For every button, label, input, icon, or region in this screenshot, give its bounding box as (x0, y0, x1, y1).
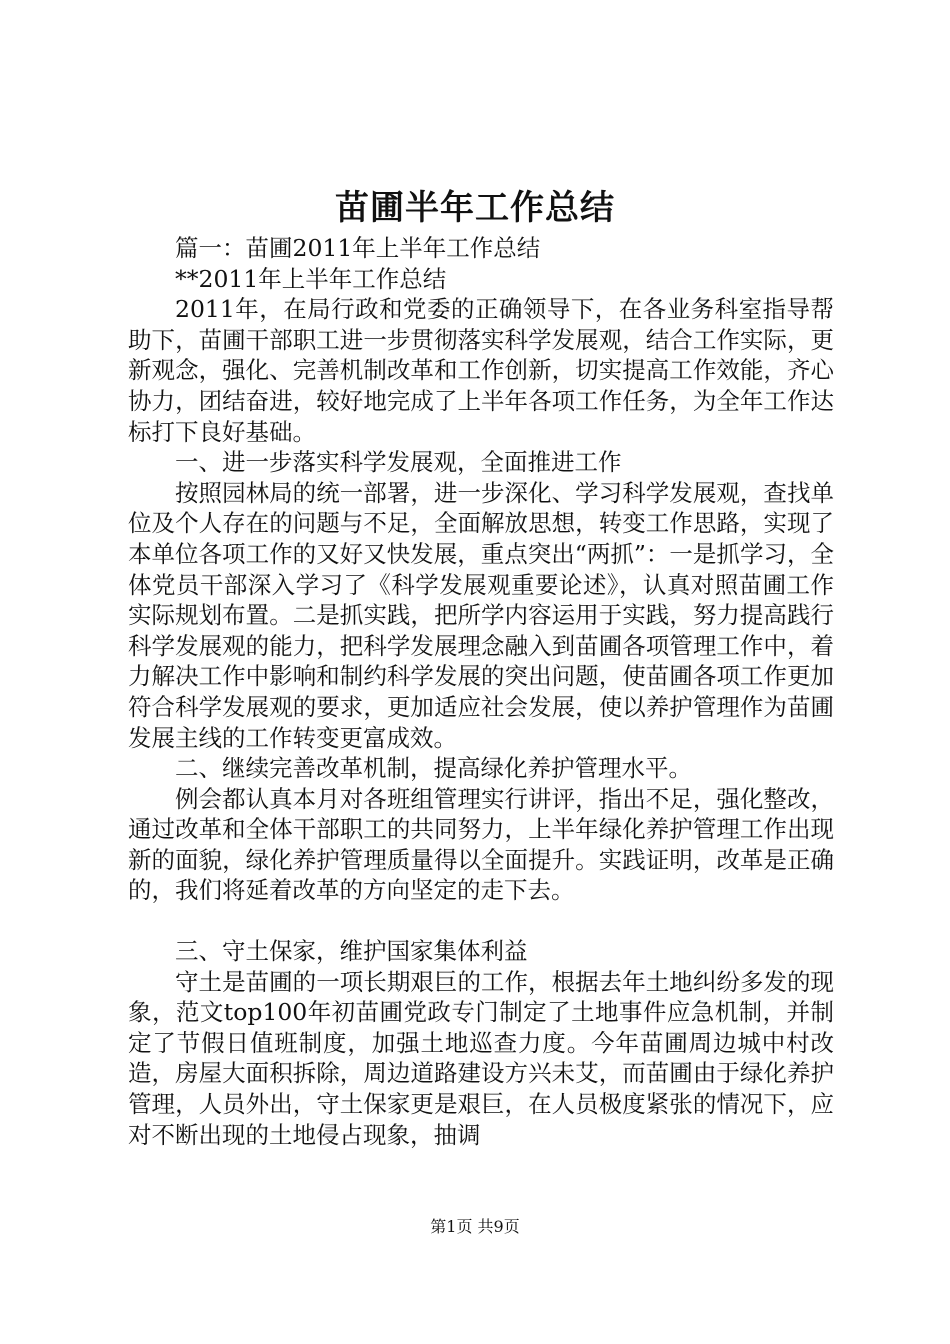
paragraph-section-1: 按照园林局的统一部署，进一步深化、学习科学发展观，查找单位及个人存在的问题与不足，全面解放思想，转变工作思路，实现了本单位各项工作的又好又快发展，重点突出“两抓”：一是抓学习，全体党员干部深入学习了《科学发展观重要论述》，认真对照苗圃工作实际规划布置。二是抓实践，把所学内容运用于实践，努力提高践行科学发展观的能力，把科学发展理念融入到苗圃各项管理工作中，着力解决工作中影响和制约科学发展的突出问题，使苗圃各项工作更加符合科学发展观的要求，更加适应社会发展，使以养护管理作为苗圃发展主线的工作转变更富成效。 (128, 478, 834, 752)
document-title: 苗圃半年工作总结 (335, 188, 615, 228)
paragraph-section-3: 守土是苗圃的一项长期艰巨的工作，根据去年土地纠纷多发的现象，范文top100年初苗圃党政专门制定了土地事件应急机制，并制定了节假日值班制度，加强土地巡查力度。今年苗圃周边城中村改造，房屋大面积拆除，周边道路建设方兴未艾，而苗圃由于绿化养护管理，人员外出，守土保家更是艰巨，在人员极度紧张的情况下，应对不断出现的土地侵占现象，抽调 (128, 967, 834, 1149)
section-heading-2: 二、继续完善改革机制，提高绿化养护管理水平。 (175, 754, 692, 783)
document-body (128, 233, 834, 1150)
section-heading-3: 三、守土保家，维护国家集体利益 (175, 937, 528, 966)
paragraph-section-2: 例会都认真本月对各班组管理实行讲评，指出不足，强化整改，通过改革和全体干部职工的共同努力，上半年绿化养护管理工作出现新的面貌，绿化养护管理质量得以全面提升。实践证明，改革是正确的，我们将延着改革的方向坚定的走下去。 (128, 784, 834, 905)
paragraph-intro: 2011年，在局行政和党委的正确领导下，在各业务科室指导帮助下，苗圃干部职工进一步贯彻落实科学发展观，结合工作实际，更新观念，强化、完善机制改革和工作创新，切实提高工作效能，齐心协力，团结奋进，较好地完成了上半年各项工作任务，为全年工作达标打下良好基础。 (128, 295, 834, 446)
paragraph-article-heading: 篇一：苗圃2011年上半年工作总结 (175, 234, 541, 262)
paragraph-subtitle: **2011年上半年工作总结 (175, 264, 447, 293)
section-heading-1: 一、进一步落实科学发展观，全面推进工作 (175, 448, 622, 477)
page-number-footer: 第1页 共9页 (430, 1217, 520, 1236)
